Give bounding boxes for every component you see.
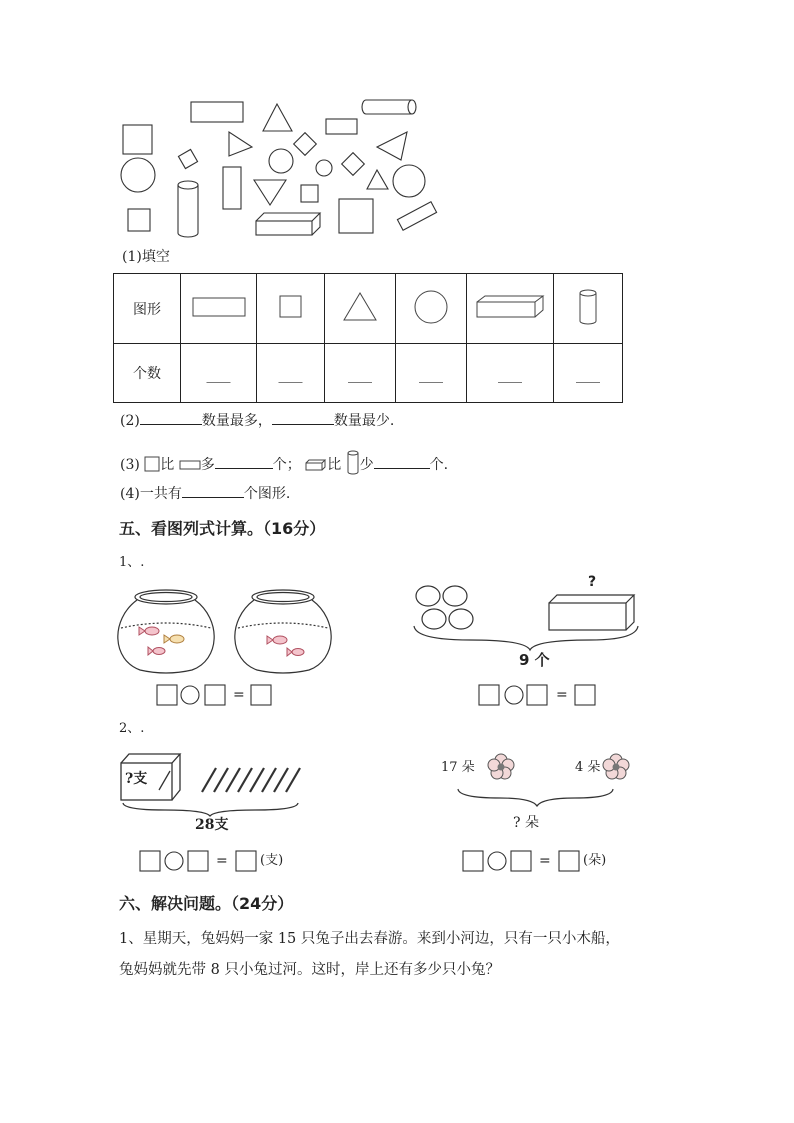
flower-left-label: 17 朵 bbox=[441, 760, 475, 775]
answer-box[interactable] bbox=[236, 851, 256, 871]
fish-icon bbox=[287, 648, 304, 656]
equals-sign: = bbox=[233, 687, 245, 703]
triangle-shape bbox=[263, 104, 292, 131]
question-mark: ? bbox=[588, 574, 597, 590]
table-cell bbox=[467, 274, 554, 344]
q2-prefix: (2) bbox=[120, 413, 140, 429]
cuboid-icon bbox=[305, 459, 327, 471]
answer-box[interactable] bbox=[559, 851, 579, 871]
answer-box[interactable] bbox=[140, 851, 160, 871]
row-label-shape: 图形 bbox=[114, 274, 181, 344]
count-blank[interactable]: ___ bbox=[325, 344, 396, 403]
pencil-total-label: 28支 bbox=[195, 817, 229, 833]
answer-box[interactable] bbox=[527, 685, 547, 705]
circle-icon bbox=[413, 289, 449, 325]
cylinder-icon bbox=[577, 288, 599, 326]
operator-circle[interactable] bbox=[488, 852, 506, 870]
answer-box[interactable] bbox=[463, 851, 483, 871]
cylinder-shape bbox=[178, 181, 198, 237]
operator-circle[interactable] bbox=[505, 686, 523, 704]
rectangle-shape bbox=[191, 102, 243, 122]
count-blank[interactable]: ___ bbox=[396, 344, 467, 403]
triangle-shape bbox=[254, 180, 286, 205]
q2-line bbox=[120, 414, 394, 428]
shape-collage bbox=[0, 0, 794, 250]
square-shape bbox=[128, 209, 150, 231]
square-shape bbox=[123, 125, 152, 154]
cuboid-icon bbox=[549, 595, 634, 630]
table-cell bbox=[181, 274, 257, 344]
q3-shao: 少 bbox=[359, 457, 374, 473]
table-cell bbox=[257, 274, 325, 344]
problem2-label: 2、. bbox=[119, 721, 145, 736]
rectangle-shape bbox=[326, 119, 357, 134]
flower-question-label: ? 朵 bbox=[513, 815, 539, 831]
pencil-sticks-icon bbox=[202, 768, 300, 792]
total-label: 9 个 bbox=[519, 651, 550, 669]
diamond-shape bbox=[178, 149, 197, 168]
q3-ge1: 个； bbox=[272, 457, 301, 473]
section6-title: 六、解决问题。（24分） bbox=[119, 894, 294, 913]
square-icon bbox=[144, 456, 160, 472]
operator-circle[interactable] bbox=[181, 686, 199, 704]
equals-sign: = bbox=[539, 853, 551, 869]
unit-label: (朵) bbox=[583, 853, 607, 868]
table-cell bbox=[554, 274, 623, 344]
table-cell bbox=[396, 274, 467, 344]
oval-icon bbox=[422, 609, 446, 629]
brace bbox=[458, 789, 613, 806]
q3-line bbox=[120, 450, 448, 476]
section5-title: 五、看图列式计算。（16分） bbox=[119, 519, 326, 538]
fish-icon bbox=[139, 627, 159, 635]
pencil-box-label: ?支 bbox=[125, 771, 148, 787]
q1-label: (1)填空 bbox=[122, 249, 170, 265]
flower-icon bbox=[488, 754, 514, 779]
answer-box[interactable] bbox=[479, 685, 499, 705]
cylinder-shape bbox=[362, 100, 416, 114]
triangle-shape bbox=[229, 132, 252, 156]
diamond-shape bbox=[294, 133, 317, 156]
flower-icon bbox=[603, 754, 629, 779]
q3-ge2: 个. bbox=[429, 457, 449, 473]
flower-right-label: 4 朵 bbox=[575, 760, 601, 775]
answer-box[interactable] bbox=[205, 685, 225, 705]
answer-blank[interactable] bbox=[182, 496, 244, 498]
brace bbox=[123, 803, 298, 816]
answer-blank[interactable] bbox=[140, 423, 202, 425]
long-rectangle-icon bbox=[191, 295, 247, 319]
answer-box[interactable] bbox=[251, 685, 271, 705]
triangle-shape bbox=[367, 170, 388, 189]
tilted-rectangle-shape bbox=[397, 202, 436, 230]
brace bbox=[414, 626, 638, 650]
oval-icon bbox=[416, 586, 440, 606]
problem1-label: 1、. bbox=[119, 555, 145, 570]
answer-blank[interactable] bbox=[272, 423, 334, 425]
square-shape bbox=[339, 199, 373, 233]
square-shape bbox=[301, 185, 318, 202]
cuboid-shape bbox=[256, 213, 320, 235]
q4-suffix: 个图形. bbox=[243, 486, 291, 502]
answer-box[interactable] bbox=[575, 685, 595, 705]
circle-shape bbox=[269, 149, 293, 173]
circle-shape bbox=[121, 158, 155, 192]
unit-label: (支) bbox=[260, 853, 284, 868]
equals-sign: = bbox=[556, 687, 568, 703]
shape-count-table bbox=[113, 273, 623, 403]
row-label-count: 个数 bbox=[114, 344, 181, 403]
oval-icon bbox=[449, 609, 473, 629]
count-blank[interactable]: ___ bbox=[467, 344, 554, 403]
count-blank[interactable]: ___ bbox=[554, 344, 623, 403]
cylinder-icon bbox=[346, 450, 360, 476]
answer-blank[interactable] bbox=[215, 467, 273, 469]
fish-icon bbox=[148, 647, 165, 655]
circle-shape bbox=[316, 160, 332, 176]
q2-mid: 数量最多， bbox=[201, 413, 272, 429]
cuboid-icon bbox=[475, 294, 545, 320]
q3-duo: 多 bbox=[200, 457, 215, 473]
q4-prefix: (4)一共有 bbox=[120, 486, 182, 502]
count-blank[interactable]: ___ bbox=[257, 344, 325, 403]
q4-line bbox=[120, 487, 290, 501]
problem-text-line1: 1、星期天，兔妈妈一家 15 只兔子出去春游。来到小河边，只有一只小木船， bbox=[119, 931, 620, 947]
count-blank[interactable]: ___ bbox=[181, 344, 257, 403]
q3-bi1: 比 bbox=[160, 457, 175, 473]
problem-text-line2: 兔妈妈就先带 8 只小兔过河。这时，岸上还有多少只小兔？ bbox=[119, 962, 500, 978]
operator-circle[interactable] bbox=[165, 852, 183, 870]
answer-box[interactable] bbox=[511, 851, 531, 871]
table-cell bbox=[325, 274, 396, 344]
rectangle-shape bbox=[223, 167, 241, 209]
rectangle-icon bbox=[179, 459, 201, 471]
square-icon bbox=[278, 294, 304, 320]
answer-box[interactable] bbox=[157, 685, 177, 705]
triangle-shape bbox=[377, 132, 407, 160]
answer-blank[interactable] bbox=[374, 467, 430, 469]
oval-icon bbox=[443, 586, 467, 606]
fish-icon bbox=[267, 636, 287, 644]
q3-prefix: (3) bbox=[120, 457, 140, 473]
diamond-shape bbox=[342, 153, 365, 176]
answer-box[interactable] bbox=[188, 851, 208, 871]
fish-icon bbox=[164, 635, 184, 643]
fish-bowl-icon bbox=[235, 590, 331, 673]
fish-bowl-icon bbox=[118, 590, 214, 673]
q3-bi2: 比 bbox=[327, 457, 342, 473]
circle-shape bbox=[393, 165, 425, 197]
equals-sign: = bbox=[216, 853, 228, 869]
triangle-icon bbox=[342, 291, 378, 323]
q2-suffix: 数量最少. bbox=[333, 413, 395, 429]
